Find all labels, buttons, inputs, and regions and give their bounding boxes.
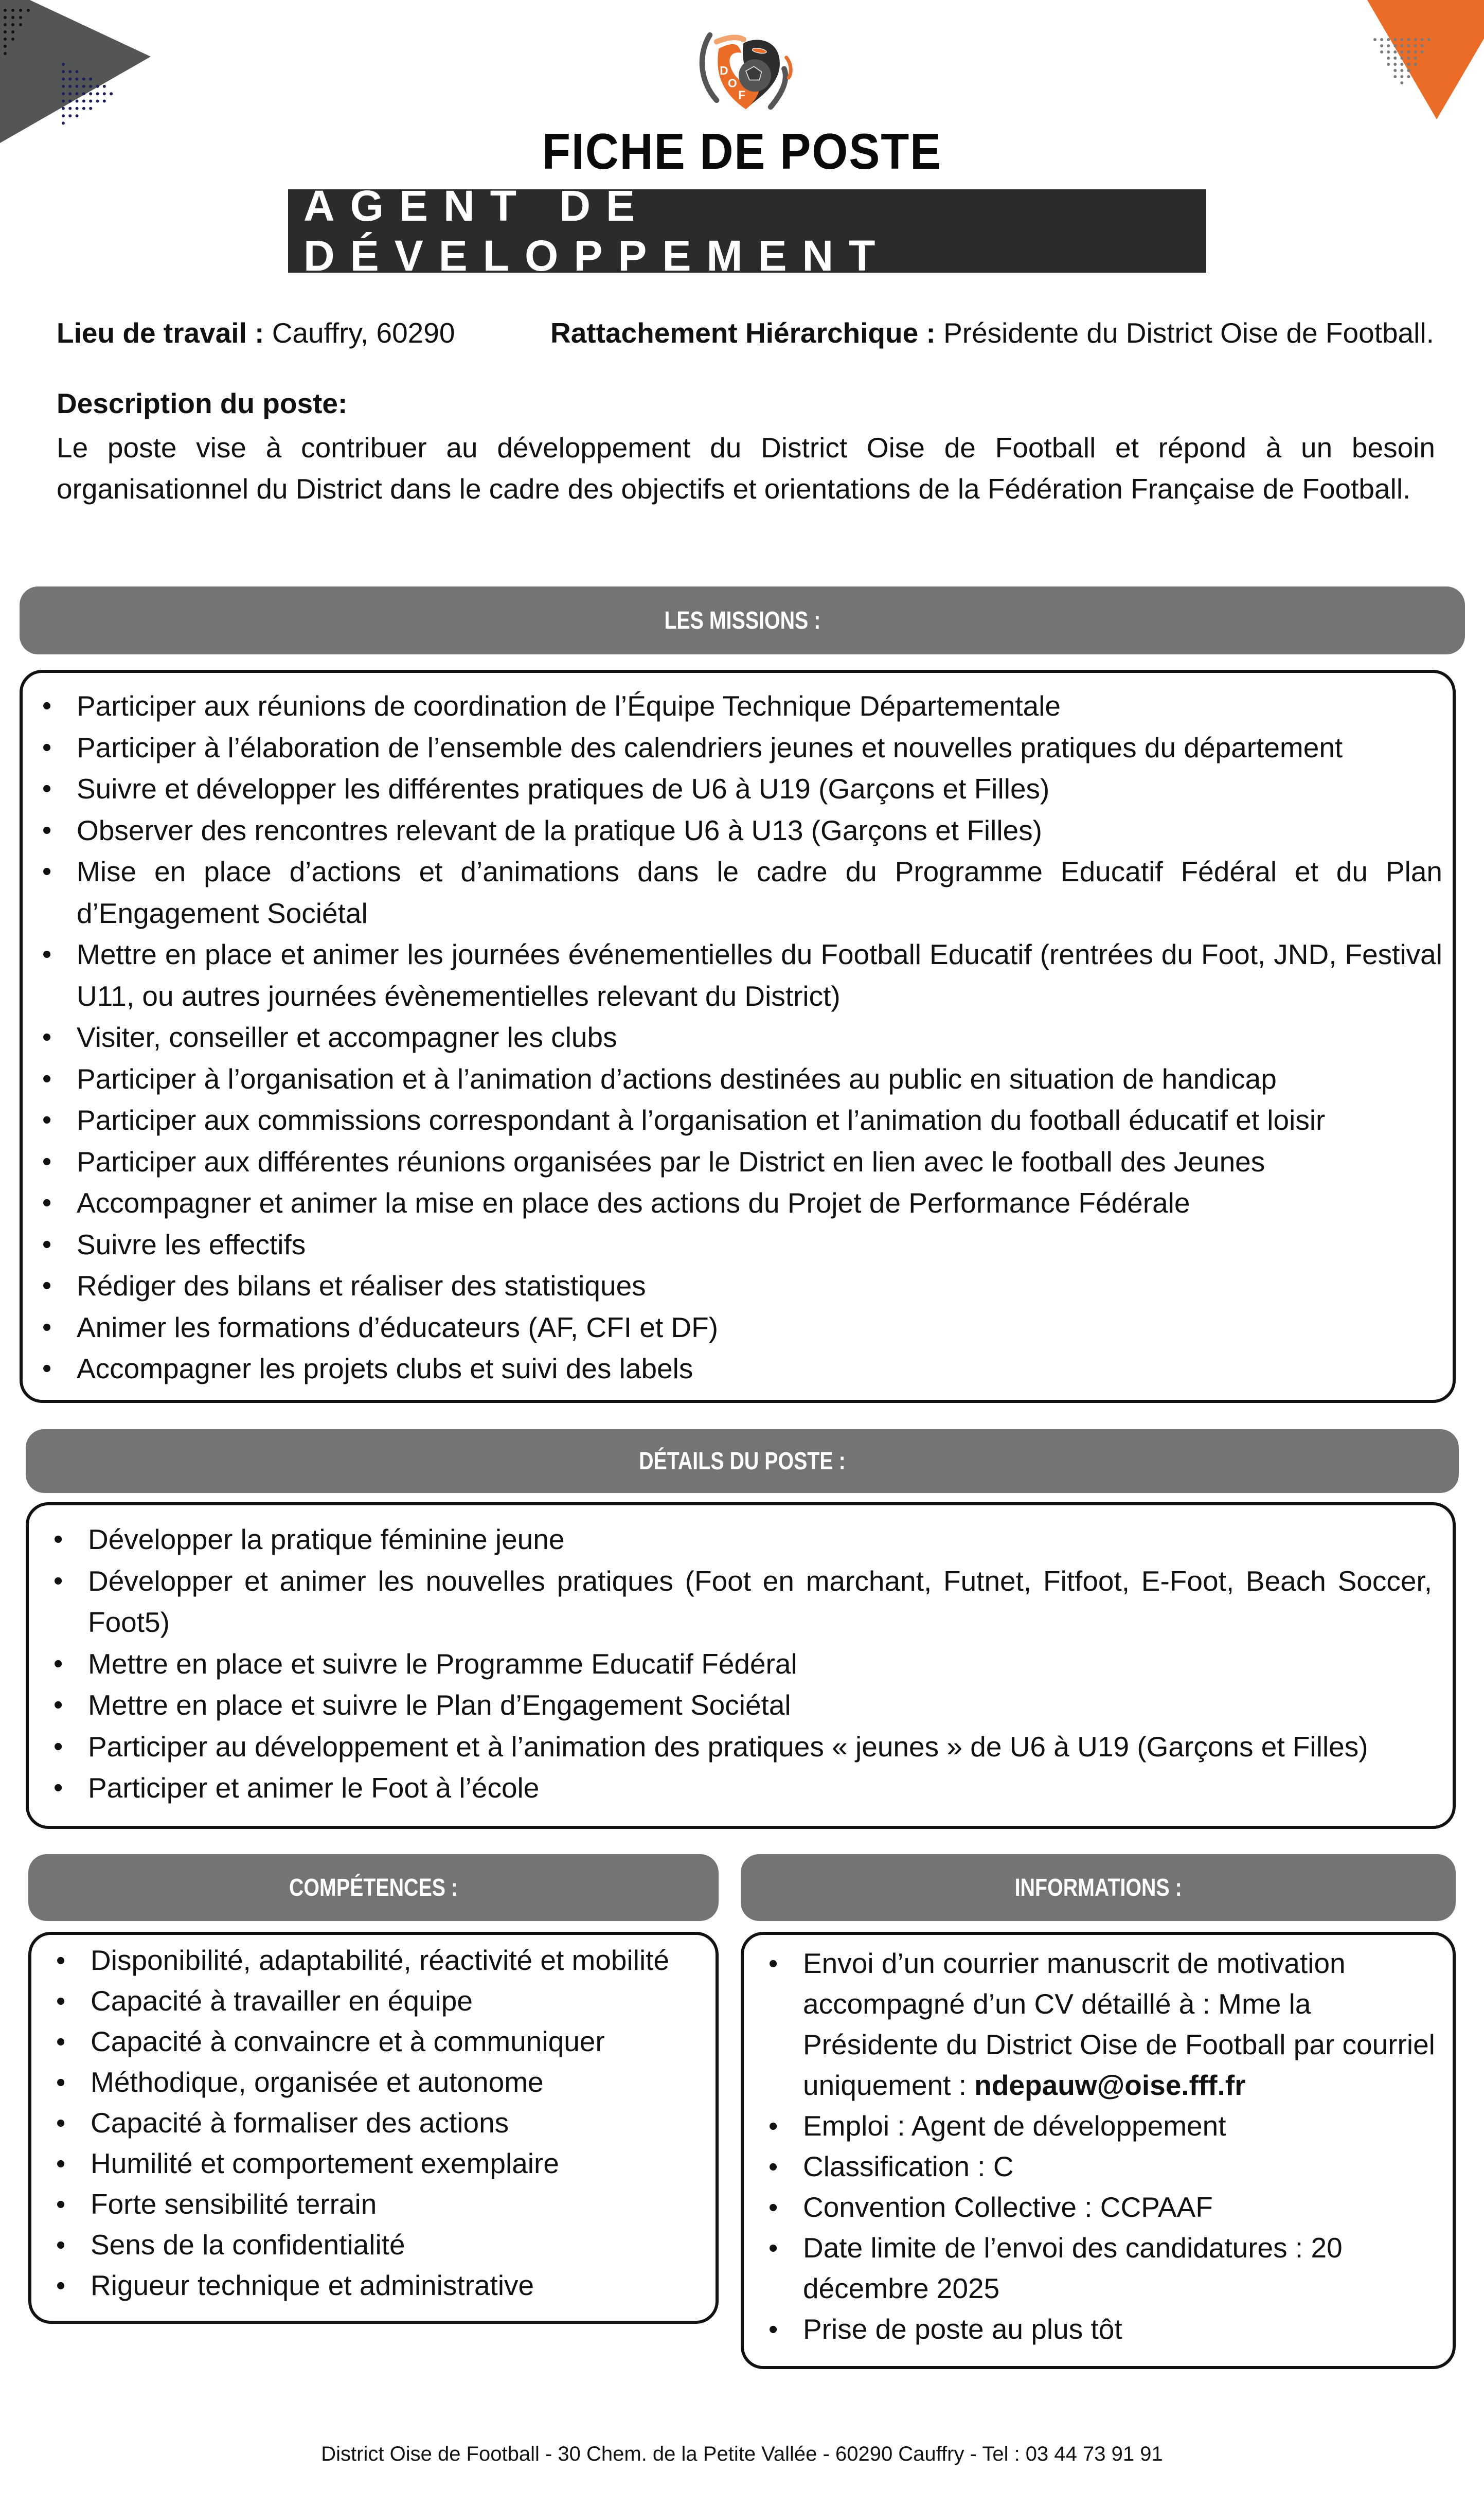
- bullet-icon: •: [42, 1063, 52, 1094]
- list-item: [39, 1643, 1432, 1685]
- list-item-text: Participer aux différentes réunions organisées par le District en lien avec le football des Jeunes: [77, 1145, 1265, 1178]
- competences-list-box: [28, 1932, 719, 2324]
- decorative-dot: [1393, 50, 1397, 54]
- decorative-dot: [1393, 57, 1397, 60]
- list-item-text: Participer au développement et à l’animation des pratiques « jeunes » de U6 à U19 (Garçons et Filles): [88, 1730, 1368, 1763]
- list-item-text: Mettre en place et suivre le Plan d’Engagement Sociétal: [88, 1689, 791, 1721]
- decorative-dot: [1400, 63, 1403, 66]
- missions-title: LES MISSIONS :: [664, 607, 820, 634]
- list-item-text: Observer des rencontres relevant de la pratique U6 à U13 (Garçons et Filles): [77, 814, 1042, 846]
- decorative-dot: [11, 38, 14, 41]
- bullet-icon: •: [42, 1146, 52, 1177]
- bullet-icon: •: [768, 2315, 778, 2344]
- bullet-icon: •: [56, 2271, 66, 2301]
- decorative-dot: [68, 107, 71, 110]
- list-item-text: Participer à l’organisation et à l’animation d’actions destinées au public en situation de handicap: [77, 1062, 1277, 1095]
- details-title: DÉTAILS DU POSTE :: [639, 1447, 846, 1475]
- decorative-dot: [1407, 63, 1410, 66]
- decorative-dot: [1393, 38, 1397, 41]
- decorative-dot: [1421, 44, 1424, 47]
- decorative-dot: [1407, 75, 1410, 78]
- decorative-dot: [11, 9, 14, 12]
- list-item: [28, 934, 1442, 1017]
- decorative-dot: [68, 70, 71, 73]
- list-item: [39, 1684, 1432, 1726]
- footer-contact: District Oise de Football - 30 Chem. de la Petite Vallée - 60290 Cauffry - Tel : 03 44 73 91 91: [321, 2443, 1163, 2465]
- list-item-text: Mettre en place et animer les journées événementielles du Football Educatif (rentrées du Foot, JND, Festival U11, ou autres journées évènementielles relevant du District): [77, 938, 1442, 1012]
- logo-letter-d: D: [720, 64, 728, 77]
- decorative-dot: [1393, 75, 1397, 78]
- reporting-value: Présidente du District Oise de Football.: [935, 317, 1434, 349]
- list-item-text: Visiter, conseiller et accompagner les clubs: [77, 1021, 617, 1053]
- decorative-dot: [62, 107, 65, 110]
- decorative-dot: [82, 92, 85, 95]
- bullet-icon: •: [42, 691, 52, 721]
- svg-text:F: F: [738, 88, 746, 102]
- decorative-dot: [27, 9, 30, 12]
- decorative-dot: [76, 85, 79, 88]
- decorative-dot: [1414, 38, 1417, 41]
- decorative-dot: [62, 78, 65, 81]
- decorative-dot: [1400, 50, 1403, 54]
- list-item: [39, 1519, 1432, 1560]
- decorative-dot: [62, 100, 65, 103]
- decorative-dot: [89, 100, 92, 103]
- decorative-dot: [19, 23, 22, 26]
- list-item-text: Capacité à convaincre et à communiquer: [91, 2025, 605, 2057]
- bullet-icon: •: [53, 1524, 63, 1554]
- decorative-dot: [76, 114, 79, 117]
- list-item: [754, 2106, 1437, 2146]
- informations-header: [741, 1854, 1456, 1921]
- list-item: [39, 1560, 1432, 1643]
- list-item: [28, 1224, 1442, 1266]
- list-item-text: Rédiger des bilans et réaliser des statistiques: [77, 1270, 646, 1302]
- list-item: [28, 810, 1442, 851]
- list-item: [28, 1307, 1442, 1348]
- list-item: [42, 2103, 705, 2143]
- list-item-text: Forte sensibilité terrain: [91, 2188, 377, 2220]
- workplace-value: Cauffry, 60290: [264, 317, 455, 349]
- list-item-text: Accompagner les projets clubs et suivi des labels: [77, 1353, 693, 1384]
- decorative-dot: [1400, 44, 1403, 47]
- list-item: [28, 768, 1442, 810]
- bullet-icon: •: [53, 1648, 63, 1679]
- bullet-icon: •: [768, 2111, 778, 2141]
- list-item-text: Humilité et comportement exemplaire: [91, 2147, 559, 2179]
- bullet-icon: •: [42, 1105, 52, 1135]
- list-item-text: Capacité à travailler en équipe: [91, 1985, 473, 2017]
- application-instructions: Envoi d’un courrier manuscrit de motivation accompagné d’un CV détaillé à : Mme la Présidente du District Oise de Football par courriel uniquement :: [803, 1947, 1435, 2101]
- list-item: [754, 2228, 1437, 2309]
- decorative-dot: [4, 16, 7, 19]
- list-item: [28, 1265, 1442, 1307]
- workplace-label: Lieu de travail :: [57, 317, 264, 349]
- decorative-dot: [68, 78, 71, 81]
- list-item: [28, 685, 1442, 727]
- list-item: [28, 727, 1442, 769]
- decorative-dot: [62, 85, 65, 88]
- decorative-orange-triangle: [1337, 0, 1484, 123]
- bullet-icon: •: [42, 939, 52, 969]
- decorative-dot: [1400, 81, 1403, 84]
- list-item: [28, 1058, 1442, 1100]
- decorative-dot: [76, 70, 79, 73]
- list-item-text: Rigueur technique et administrative: [91, 2269, 534, 2301]
- list-item-text: Mettre en place et suivre le Programme Educatif Fédéral: [88, 1647, 797, 1680]
- decorative-dot: [1427, 38, 1431, 41]
- bullet-icon: •: [56, 2149, 66, 2179]
- bullet-icon: •: [42, 732, 52, 762]
- decorative-dot: [1407, 69, 1410, 72]
- bullet-icon: •: [42, 1271, 52, 1301]
- decorative-dot: [62, 114, 65, 117]
- decorative-dot: [62, 70, 65, 73]
- decorative-dot: [96, 92, 99, 95]
- job-title-banner: [288, 182, 1206, 280]
- decorative-dot: [68, 92, 71, 95]
- list-item: [42, 2225, 705, 2265]
- list-item-text: Animer les formations d’éducateurs (AF, CFI et DF): [77, 1311, 719, 1343]
- decorative-dot: [76, 107, 79, 110]
- decorative-dot: [1407, 50, 1410, 54]
- bullet-icon: •: [56, 1946, 66, 1976]
- list-item-text: Développer et animer les nouvelles pratiques (Foot en marchant, Futnet, Fitfoot, E-Foot, Beach Soccer, Foot5): [88, 1564, 1432, 1638]
- bullet-icon: •: [42, 1312, 52, 1342]
- decorative-dot: [1393, 63, 1397, 66]
- decorative-dot: [11, 16, 14, 19]
- decorative-dot: [11, 23, 14, 26]
- decorative-dot: [82, 107, 85, 110]
- bullet-icon: •: [53, 1566, 63, 1596]
- list-item-text: Accompagner et animer la mise en place des actions du Projet de Performance Fédérale: [77, 1187, 1190, 1219]
- bullet-icon: •: [56, 2068, 66, 2097]
- decorative-dot: [62, 92, 65, 95]
- decorative-dot: [89, 85, 92, 88]
- decorative-dot: [1407, 44, 1410, 47]
- bullet-icon: •: [56, 2190, 66, 2219]
- list-item: [754, 2146, 1437, 2187]
- bullet-icon: •: [53, 1773, 63, 1803]
- decorative-dot: [1400, 38, 1403, 41]
- missions-list: [28, 685, 1442, 1390]
- list-item-text: Participer et animer le Foot à l’école: [88, 1772, 540, 1804]
- bullet-icon: •: [56, 2027, 66, 2057]
- decorative-dot: [103, 100, 106, 103]
- list-item: [28, 1182, 1442, 1224]
- decorative-dot: [103, 85, 106, 88]
- description-text: Le poste vise à contribuer au développement du District Oise de Football et répond à un besoin organisationnel du District dans le cadre des objectifs et orientations de la Fédération Française de Football.: [57, 432, 1435, 505]
- decorative-dot: [1400, 75, 1403, 78]
- decorative-dot: [4, 30, 7, 33]
- list-item: [42, 2143, 705, 2184]
- decorative-dot: [89, 107, 92, 110]
- competences-title: COMPÉTENCES :: [289, 1874, 458, 1901]
- list-item-text: Date limite de l’envoi des candidatures : 20 décembre 2025: [803, 2232, 1343, 2304]
- bullet-icon: •: [768, 2233, 778, 2263]
- list-item-text: Prise de poste au plus tôt: [803, 2313, 1122, 2345]
- list-item-text: Développer la pratique féminine jeune: [88, 1523, 565, 1555]
- district-logo-icon: [692, 25, 800, 117]
- decorative-dot: [76, 78, 79, 81]
- bullet-icon: •: [42, 857, 52, 886]
- workplace-info: [57, 316, 455, 349]
- details-list-box: [26, 1502, 1456, 1829]
- decorative-dot: [1414, 57, 1417, 60]
- decorative-dot: [1414, 63, 1417, 66]
- decorative-dot: [1414, 50, 1417, 54]
- decorative-dot: [62, 63, 65, 66]
- decorative-dot: [1393, 44, 1397, 47]
- contact-email-link[interactable]: ndepauw@oise.fff.fr: [974, 2069, 1246, 2101]
- informations-list-box: [741, 1932, 1456, 2369]
- list-item: [28, 1141, 1442, 1183]
- decorative-dot: [4, 52, 7, 55]
- decorative-dot: [89, 92, 92, 95]
- list-item: [39, 1767, 1432, 1809]
- decorative-dot: [4, 23, 7, 26]
- svg-text:O: O: [728, 76, 737, 90]
- decorative-dot: [1387, 50, 1390, 54]
- list-item-text: Disponibilité, adaptabilité, réactivité et mobilité: [91, 1944, 670, 1976]
- informations-title: INFORMATIONS :: [1014, 1874, 1182, 1901]
- decorative-dot: [68, 100, 71, 103]
- decorative-dot: [1387, 44, 1390, 47]
- list-item: [42, 1981, 705, 2021]
- reporting-info: [550, 316, 1434, 349]
- competences-header: [28, 1854, 719, 1921]
- decorative-dot: [76, 100, 79, 103]
- bullet-icon: •: [42, 1354, 52, 1383]
- page-title: FICHE DE POSTE: [542, 123, 942, 180]
- bullet-icon: •: [56, 2108, 66, 2138]
- bullet-icon: •: [53, 1731, 63, 1762]
- decorative-dot: [1393, 69, 1397, 72]
- decorative-dot: [1421, 50, 1424, 54]
- informations-details-list: [754, 2106, 1437, 2350]
- list-item-text: Capacité à formaliser des actions: [91, 2107, 509, 2139]
- decorative-dot: [1387, 63, 1390, 66]
- decorative-dot: [82, 100, 85, 103]
- decorative-dot: [19, 16, 22, 19]
- bullet-icon: •: [56, 1986, 66, 2016]
- decorative-dot: [96, 85, 99, 88]
- job-title: AGENT DE DÉVELOPPEMENT: [303, 182, 891, 280]
- decorative-dot: [1400, 57, 1403, 60]
- list-item-text: Participer aux réunions de coordination de l’Équipe Technique Départementale: [77, 690, 1061, 722]
- decorative-dot: [82, 85, 85, 88]
- list-item-text: Participer à l’élaboration de l’ensemble des calendriers jeunes et nouvelles pratiques du département: [77, 731, 1343, 763]
- decorative-dot: [1400, 69, 1403, 72]
- list-item: [754, 1943, 1437, 2106]
- bullet-icon: •: [53, 1690, 63, 1720]
- decorative-dot: [1380, 38, 1383, 41]
- list-item-text: Classification : C: [803, 2150, 1014, 2182]
- decorative-dot: [1380, 44, 1383, 47]
- missions-list-box: [20, 670, 1456, 1403]
- list-item: [42, 2062, 705, 2103]
- list-item: [28, 1099, 1442, 1141]
- decorative-dot: [1387, 38, 1390, 41]
- competences-list: [42, 1940, 705, 2306]
- list-item-text: Suivre les effectifs: [77, 1228, 306, 1260]
- decorative-dot: [4, 38, 7, 41]
- bullet-icon: •: [42, 1229, 52, 1259]
- informations-list: [754, 1943, 1437, 2106]
- decorative-dot: [11, 30, 14, 33]
- decorative-dot: [1414, 44, 1417, 47]
- list-item: [28, 1017, 1442, 1058]
- details-header: [26, 1429, 1459, 1493]
- list-item: [42, 2184, 705, 2225]
- decorative-dot: [68, 85, 71, 88]
- list-item: [42, 2265, 705, 2306]
- decorative-dot: [1407, 38, 1410, 41]
- list-item: [754, 2309, 1437, 2350]
- list-item: [39, 1726, 1432, 1768]
- list-item: [42, 1940, 705, 1981]
- bullet-icon: •: [42, 815, 52, 845]
- list-item-text: Suivre et développer les différentes pratiques de U6 à U19 (Garçons et Filles): [77, 773, 1050, 805]
- list-item: [42, 2021, 705, 2062]
- decorative-dot: [1421, 38, 1424, 41]
- list-item-text: Mise en place d’actions et d’animations dans le cadre du Programme Educatif Fédéral et du Plan d’Engagement Sociétal: [77, 856, 1442, 929]
- bullet-icon: •: [768, 1949, 778, 1979]
- list-item: [754, 2187, 1437, 2228]
- missions-header: [20, 586, 1465, 654]
- bullet-icon: •: [768, 2193, 778, 2222]
- decorative-dot: [96, 100, 99, 103]
- list-item-text: Participer aux commissions correspondant à l’organisation et l’animation du football éducatif et loisir: [77, 1104, 1326, 1136]
- bullet-icon: •: [42, 1188, 52, 1218]
- list-item: [28, 851, 1442, 934]
- reporting-label: Rattachement Hiérarchique :: [550, 317, 936, 349]
- decorative-dot: [76, 92, 79, 95]
- description-label: Description du poste:: [57, 387, 348, 419]
- decorative-dot: [1373, 38, 1376, 41]
- decorative-dot: [4, 45, 7, 48]
- decorative-dot: [1387, 57, 1390, 60]
- decorative-dot: [4, 9, 7, 12]
- bullet-icon: •: [42, 1022, 52, 1052]
- list-item-text: Convention Collective : CCPAAF: [803, 2191, 1213, 2223]
- list-item-text: Sens de la confidentialité: [91, 2229, 405, 2261]
- decorative-dot: [82, 78, 85, 81]
- list-item: [28, 1348, 1442, 1390]
- details-list: [39, 1519, 1432, 1809]
- decorative-dot: [19, 9, 22, 12]
- bullet-icon: •: [768, 2152, 778, 2182]
- list-item-text: Méthodique, organisée et autonome: [91, 2066, 544, 2098]
- decorative-dot: [103, 92, 106, 95]
- decorative-dot: [110, 92, 113, 95]
- bullet-icon: •: [56, 2230, 66, 2260]
- list-item-text: Emploi : Agent de développement: [803, 2110, 1226, 2142]
- bullet-icon: •: [42, 774, 52, 804]
- decorative-dot: [1407, 57, 1410, 60]
- decorative-dot: [68, 114, 71, 117]
- decorative-dot: [1380, 50, 1383, 54]
- decorative-dot: [89, 78, 92, 81]
